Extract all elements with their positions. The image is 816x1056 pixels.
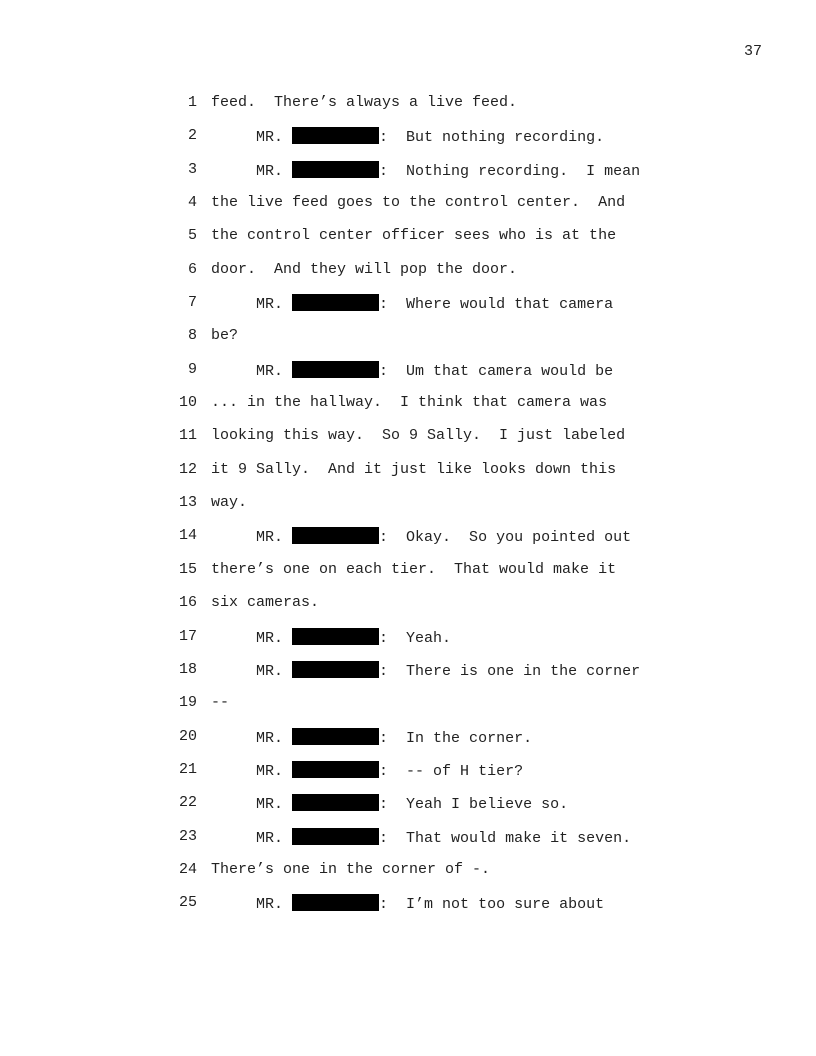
utterance-text: : In the corner.: [379, 729, 533, 747]
transcript-line: [0, 127, 816, 160]
line-number: 17: [178, 627, 197, 645]
line-number: 23: [178, 827, 197, 845]
transcript-line: [0, 194, 816, 227]
line-number: 8: [187, 327, 197, 345]
transcript-line: [0, 327, 816, 360]
line-text: the control center officer sees who is at the: [211, 227, 617, 245]
line-text: way.: [211, 494, 248, 512]
redacted-name: [292, 161, 379, 178]
line-text: [211, 161, 640, 181]
line-number: 3: [187, 160, 197, 178]
line-text: looking this way. So 9 Sally. I just labeled: [211, 427, 626, 445]
line-number: 2: [187, 127, 197, 145]
utterance-text: : There is one in the corner: [379, 662, 641, 680]
transcript-line: [0, 861, 816, 894]
redacted-name: [292, 661, 379, 678]
utterance-text: : But nothing recording.: [379, 129, 605, 147]
transcript-line: [0, 294, 816, 327]
line-text: [211, 361, 613, 381]
line-text: [211, 628, 451, 648]
speaker-label: MR.: [256, 362, 284, 380]
line-number: 19: [178, 694, 197, 712]
transcript-line: [0, 728, 816, 761]
line-text: [211, 728, 532, 748]
speaker-label: MR.: [256, 296, 284, 314]
line-text: door. And they will pop the door.: [211, 260, 518, 278]
line-number: 11: [178, 427, 197, 445]
transcript-line: [0, 394, 816, 427]
line-text: the live feed goes to the control center. And: [211, 194, 626, 212]
redacted-name: [292, 527, 379, 544]
redacted-name: [292, 361, 379, 378]
line-number: 20: [178, 727, 197, 745]
utterance-text: : Where would that camera: [379, 296, 614, 314]
transcript-line: [0, 494, 816, 527]
line-text: [211, 894, 604, 914]
utterance-text: : That would make it seven.: [379, 829, 632, 847]
line-number: 24: [178, 860, 197, 878]
line-text: [211, 127, 604, 147]
line-number: 9: [187, 360, 197, 378]
line-number: 21: [178, 760, 197, 778]
utterance-text: : Um that camera would be: [379, 362, 614, 380]
line-text: --: [211, 694, 230, 712]
transcript-line: [0, 227, 816, 260]
redacted-name: [292, 828, 379, 845]
line-text: be?: [211, 327, 239, 345]
line-text: ... in the hallway. I think that camera was: [211, 394, 608, 412]
redacted-name: [292, 761, 379, 778]
line-text: [211, 661, 640, 681]
redacted-name: [292, 794, 379, 811]
line-text: there’s one on each tier. That would make it: [211, 560, 617, 578]
line-number: 1: [187, 94, 197, 111]
redacted-name: [292, 294, 379, 311]
line-number: 4: [187, 194, 197, 212]
line-number: 16: [178, 594, 197, 612]
redacted-name: [292, 628, 379, 645]
transcript-line: [0, 161, 816, 194]
line-number: 7: [187, 294, 197, 312]
line-text: it 9 Sally. And it just like looks down this: [211, 460, 617, 478]
redacted-name: [292, 894, 379, 911]
line-number: 13: [178, 494, 197, 512]
line-text: [211, 761, 523, 781]
transcript-line: [0, 628, 816, 661]
line-text: feed. There’s always a live feed.: [211, 94, 518, 111]
line-number: 25: [178, 894, 197, 912]
line-text: [211, 527, 631, 547]
transcript-line: [0, 694, 816, 727]
transcript-line: [0, 527, 816, 560]
line-number: 22: [178, 794, 197, 812]
transcript-line: [0, 794, 816, 827]
line-number: 6: [187, 260, 197, 278]
utterance-text: : -- of H tier?: [379, 762, 524, 780]
line-number: 12: [178, 460, 197, 478]
speaker-label: MR.: [256, 796, 284, 814]
speaker-label: MR.: [256, 529, 284, 547]
transcript-line: [0, 894, 816, 927]
transcript-line: [0, 94, 816, 127]
transcript-line: [0, 261, 816, 294]
speaker-label: MR.: [256, 129, 284, 147]
page-number: 37: [743, 43, 762, 60]
line-text: [211, 794, 568, 814]
line-number: 5: [187, 227, 197, 245]
redacted-name: [292, 728, 379, 745]
transcript-line: [0, 427, 816, 460]
transcript-line: [0, 561, 816, 594]
speaker-label: MR.: [256, 896, 284, 914]
speaker-label: MR.: [256, 629, 284, 647]
utterance-text: : Nothing recording. I mean: [379, 162, 641, 180]
line-text: There’s one in the corner of -.: [211, 860, 491, 878]
utterance-text: : Yeah.: [379, 629, 452, 647]
line-number: 14: [178, 527, 197, 545]
speaker-label: MR.: [256, 162, 284, 180]
transcript-line: [0, 594, 816, 627]
line-number: 18: [178, 660, 197, 678]
transcript-line: [0, 461, 816, 494]
transcript-body: [0, 94, 816, 928]
speaker-label: MR.: [256, 762, 284, 780]
utterance-text: : I’m not too sure about: [379, 896, 605, 914]
utterance-text: : Okay. So you pointed out: [379, 529, 632, 547]
line-text: [211, 828, 631, 848]
utterance-text: : Yeah I believe so.: [379, 796, 569, 814]
speaker-label: MR.: [256, 829, 284, 847]
transcript-line: [0, 661, 816, 694]
line-number: 15: [178, 560, 197, 578]
transcript-line: [0, 761, 816, 794]
transcript-line: [0, 828, 816, 861]
speaker-label: MR.: [256, 662, 284, 680]
line-number: 10: [178, 394, 197, 412]
speaker-label: MR.: [256, 729, 284, 747]
line-text: [211, 294, 613, 314]
redacted-name: [292, 127, 379, 144]
transcript-line: [0, 361, 816, 394]
line-text: six cameras.: [211, 594, 320, 612]
